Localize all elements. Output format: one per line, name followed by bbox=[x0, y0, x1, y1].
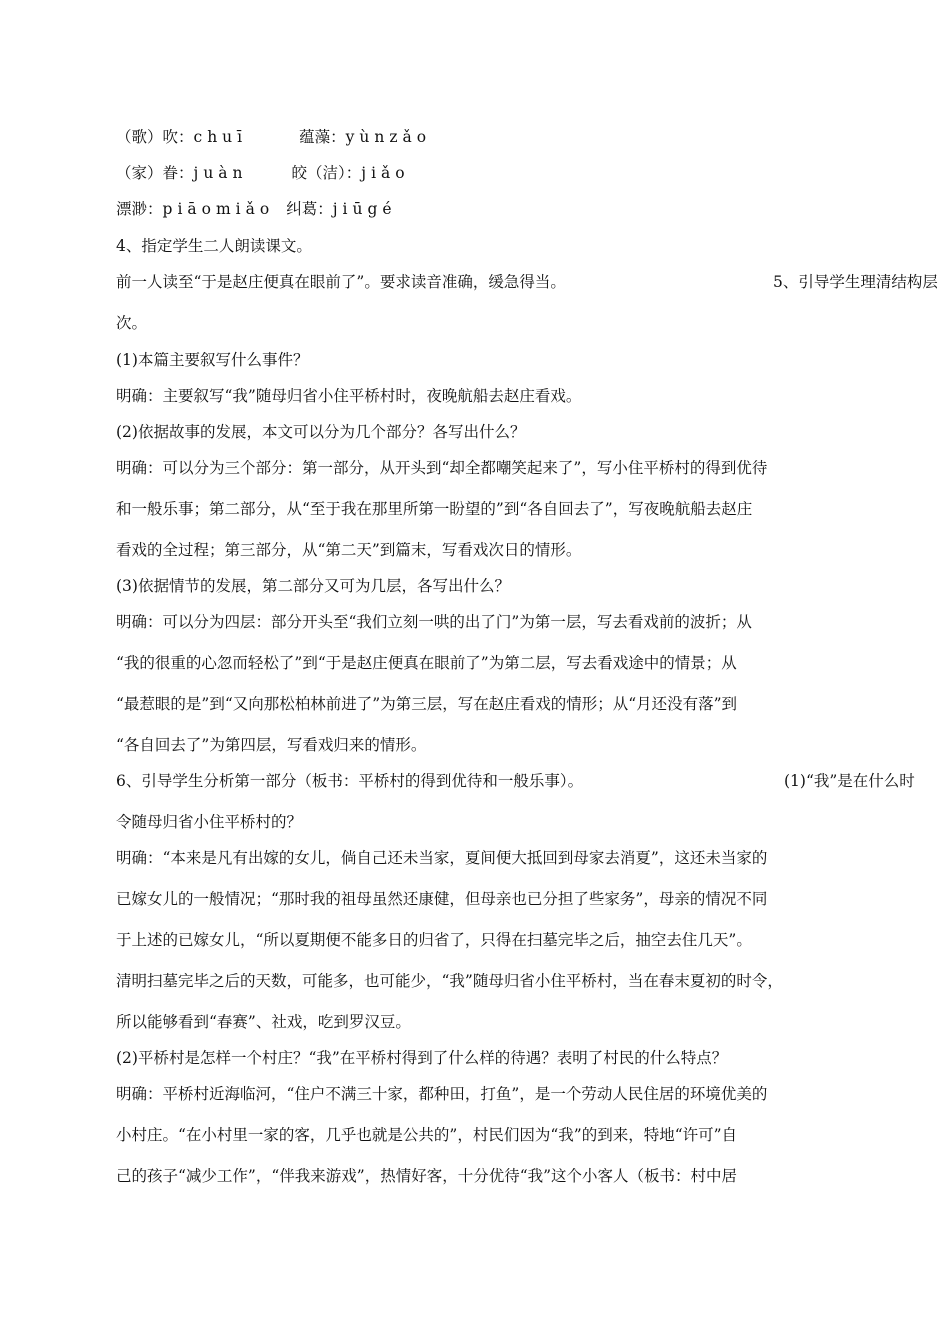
text-line: 明确：“本来是凡有出嫁的女儿，倘自己还未当家，夏间便大抵回到母家去消夏”，这还未当家的 bbox=[116, 849, 768, 867]
pinyin-text: juàn bbox=[193, 164, 248, 182]
text-line: (3)依据情节的发展，第二部分又可为几层，各写出什么？ bbox=[116, 577, 510, 595]
pinyin-text: jiūgé bbox=[332, 200, 397, 218]
text-line: 己的孩子“减少工作”，“伴我来游戏”，热情好客，十分优待“我”这个小客人（板书：村中居 bbox=[116, 1167, 738, 1185]
text-span: 前一人读至“于是赵庄便真在眼前了”。要求读音准确，缓急得当。 bbox=[116, 273, 566, 291]
pinyin-row-1 bbox=[116, 127, 846, 147]
text-line: 清明扫墓完毕之后的天数，可能多，也可能少，“我”随母归省小住平桥村，当在春末夏初的时令， bbox=[116, 972, 783, 990]
pinyin-label: （家）眷： bbox=[116, 164, 194, 182]
pinyin-text: chuī bbox=[193, 128, 248, 146]
text-line: 于上述的已嫁女儿，“所以夏期便不能多日的归省了，只得在扫墓完毕之后，抽空去住几天”。 bbox=[116, 931, 752, 949]
pinyin-text: piāomiǎo bbox=[162, 200, 275, 218]
text-line: 明确：主要叙写“我”随母归省小住平桥村时，夜晚航船去赵庄看戏。 bbox=[116, 387, 582, 405]
text-line: (2)依据故事的发展，本文可以分为几个部分？各写出什么？ bbox=[116, 423, 526, 441]
text-line: 已嫁女儿的一般情况；“那时我的祖母虽然还康健，但母亲也已分担了些家务”，母亲的情况不同 bbox=[116, 890, 768, 908]
text-span: 6、引导学生分析第一部分（板书：平桥村的得到优待和一般乐事）。 bbox=[116, 772, 584, 790]
text-line bbox=[116, 272, 938, 292]
pinyin-label: 蕴藻： bbox=[299, 128, 346, 146]
text-line: 明确：平桥村近海临河，“住户不满三十家，都种田，打鱼”，是一个劳动人民住居的环境优美的 bbox=[116, 1085, 768, 1103]
text-line: “各自回去了”为第四层，写看戏归来的情形。 bbox=[116, 736, 427, 754]
text-line: 小村庄。“在小村里一家的客，几乎也就是公共的”，村民们因为“我”的到来，特地“许可”自 bbox=[116, 1126, 738, 1144]
text-line: 和一般乐事；第二部分，从“至于我在那里所第一盼望的”到“各自回去了”，写夜晚航船去赵庄 bbox=[116, 500, 753, 518]
text-line: 明确：可以分为三个部分：第一部分，从开头到“却全都嘲笑起来了”，写小住平桥村的得到优待 bbox=[116, 459, 768, 477]
text-line: “最惹眼的是”到“又向那松柏林前进了”为第三层，写在赵庄看戏的情形；从“月还没有落”到 bbox=[116, 695, 738, 713]
text-line: (1)本篇主要叙写什么事件？ bbox=[116, 351, 309, 369]
text-line: “我的很重的心忽而轻松了”到“于是赵庄便真在眼前了”为第二层，写去看戏途中的情景；从 bbox=[116, 654, 737, 672]
pinyin-text: yùnzǎo bbox=[345, 128, 432, 146]
text-span: (1)“我”是在什么时 bbox=[784, 772, 915, 790]
text-line: 看戏的全过程；第三部分，从“第二天”到篇末，写看戏次日的情形。 bbox=[116, 541, 582, 559]
text-line: 次。 bbox=[116, 314, 148, 332]
pinyin-row-2 bbox=[116, 163, 846, 183]
text-line bbox=[116, 771, 915, 791]
pinyin-row-3 bbox=[116, 199, 846, 219]
text-span: 5、引导学生理清结构层 bbox=[773, 273, 938, 291]
pinyin-text: jiǎo bbox=[361, 164, 410, 182]
text-line: 所以能够看到“春赛”、社戏，吃到罗汉豆。 bbox=[116, 1013, 411, 1031]
text-line: 4、指定学生二人朗读课文。 bbox=[116, 237, 312, 255]
text-line: (2)平桥村是怎样一个村庄？“我”在平桥村得到了什么样的待遇？表明了村民的什么特点？ bbox=[116, 1049, 728, 1067]
text-line: 明确：可以分为四层：部分开头至“我们立刻一哄的出了门”为第一层，写去看戏前的波折；从 bbox=[116, 613, 752, 631]
text-line: 令随母归省小住平桥村的？ bbox=[116, 813, 303, 831]
pinyin-label: 漂渺： bbox=[116, 200, 163, 218]
pinyin-label: 皎（洁）： bbox=[291, 164, 362, 182]
pinyin-label: 纠葛： bbox=[286, 200, 333, 218]
pinyin-label: （歌）吹： bbox=[116, 128, 194, 146]
